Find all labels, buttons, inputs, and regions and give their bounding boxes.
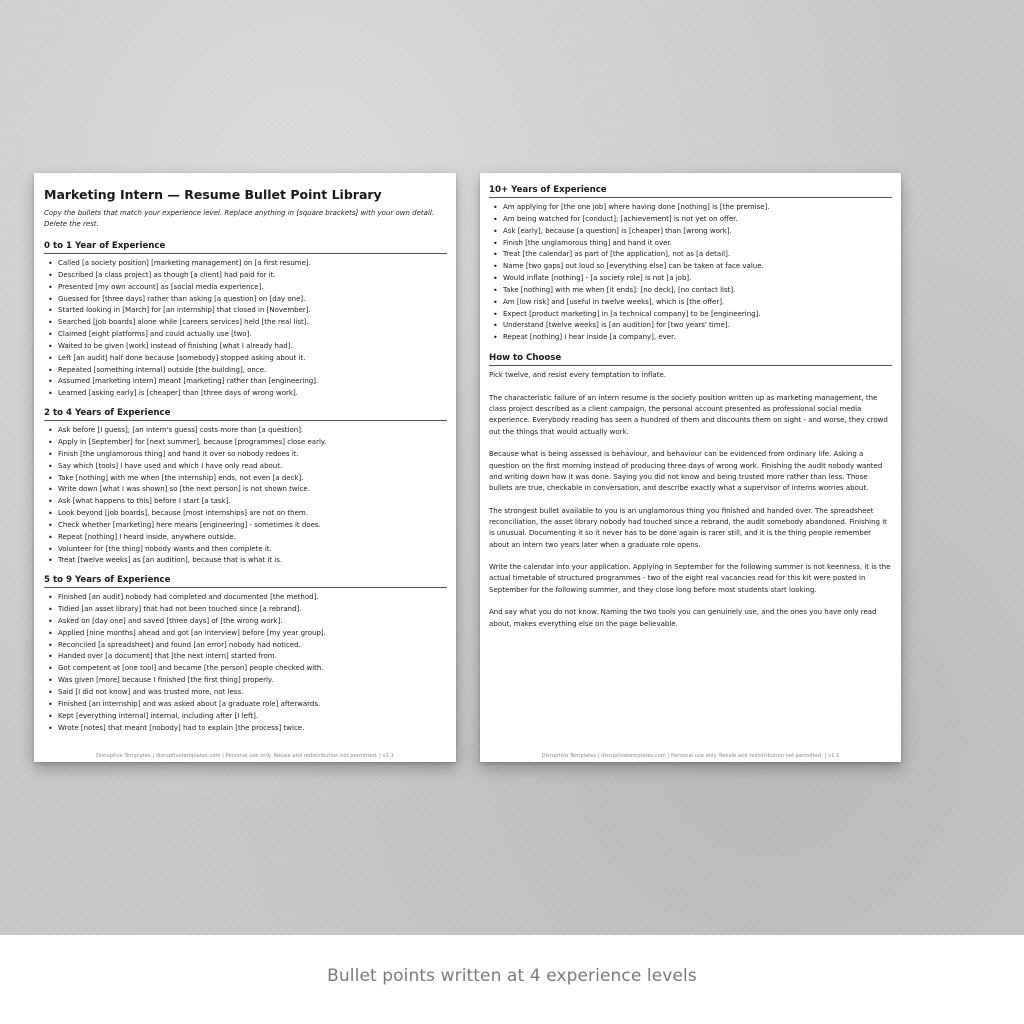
bullet-item: • Presented [my own account] as [social media experience]. [44,282,447,294]
bullet-item: • Ask [early], because [a question] is [cheaper] than [wrong work]. [489,226,892,238]
bullet-item: • Check whether [marketing] here means [engineering] - sometimes it does. [44,520,447,532]
bullet-item: • Assumed [marketing intern] meant [marketing] rather than [engineering]. [44,376,447,388]
bullet-item: • Write down [what I was shown] so [the next person] is not shown twice. [44,484,447,496]
bullet-item: • Am [low risk] and [useful in twelve weeks], which is [the offer]. [489,297,892,309]
bullet-item: • Treat [twelve weeks] as [an audition], because that is what it is. [44,555,447,567]
bullet-item: • Volunteer for [the thing] nobody wants and then complete it. [44,544,447,556]
right-page-footer: Disruptive Templates | disruptivetemplates.com | Personal use only. Resale and redistribution not permitted. | v1.1 [541,753,840,759]
how-to-choose-body [489,370,892,630]
section-heading: 5 to 9 Years of Experience [44,575,447,588]
paragraph: Because what is being assessed is behaviour, and behaviour can be evidenced from ordinary life. Asking a question on the first morning instead of producing three days of wrong work. Finishing the audit nobody wanted and writing down how it was done. Saying you did not know and being trusted more rather than less. Those bullets are true, checkable in conversation, and describe exactly what a supervisor of interns worries about. [489,450,883,493]
bullet-item: • Am being watched for [conduct]; [achievement] is not yet on offer. [489,214,892,226]
bullet-item: • Searched [job boards] alone while [careers services] held [the real list]. [44,317,447,329]
bullet-item: • Wrote [notes] that meant [nobody] had to explain [the process] twice. [44,723,447,735]
bullet-item: • Asked on [day one] and saved [three days] of [the wrong work]. [44,616,447,628]
how-to-choose-heading: How to Choose [489,353,892,366]
bullet-item: • Left [an audit] half done because [somebody] stopped asking about it. [44,353,447,365]
left-page-footer: Disruptive Templates | disruptivetemplates.com | Personal use only. Resale and redistribution not permitted. | v1.1 [96,753,394,759]
bullet-item: • Claimed [eight platforms] and could actually use [two]. [44,329,447,341]
bullet-item: • Treat [the calendar] as part of [the application], not as [a detail]. [489,249,892,261]
paragraph: Pick twelve, and resist every temptation to inflate. [489,371,666,380]
section-heading: 2 to 4 Years of Experience [44,408,447,421]
bullet-item: • Take [nothing] with me when [the internship] ends, not even [a deck]. [44,473,447,485]
document-title: Marketing Intern — Resume Bullet Point Library [44,187,382,202]
bullet-item: • Finished [an audit] nobody had completed and documented [the method]. [44,592,447,604]
bullet-item: • Got competent at [one tool] and became [the person] people checked with. [44,663,447,675]
bullet-item: • Name [two gaps] out loud so [everything else] can be taken at face value. [489,261,892,273]
bullet-item: • Understand [twelve weeks] is [an audition] for [two years' time]. [489,320,892,332]
bullet-list [44,425,447,567]
bullet-item: • Was given [more] because I finished [the first thing] properly. [44,675,447,687]
bullet-item: • Repeat [nothing] I heard inside, anywhere outside. [44,532,447,544]
bullet-item: • Kept [everything internal] internal, including after [I left]. [44,711,447,723]
paragraph: The characteristic failure of an intern resume is the society position written up as marketing management, the class project described as a client campaign, the personal account presented as professional social media experience. Everybody reading has seen a hundred of them and discounts them on sight - and worse, they crowd out the things that would actually work. [489,393,888,436]
left-sections [44,241,447,734]
right-page [480,173,901,762]
bullet-item: • Said [I did not know] and was trusted more, not less. [44,687,447,699]
left-page [34,173,456,762]
section-heading: 10+ Years of Experience [489,185,892,198]
paragraph: And say what you do not know. Naming the two tools you can genuinely use, and the ones you have only read about, makes everything else on the page believable. [489,608,877,628]
bullet-list [489,202,892,344]
paragraph: Write the calendar into your application. Applying in September for the following summer is not keenness, it is the actual timetable of structured programmes - two of the eight real vacancies read for this kit were posted in September for the following summer, and they close long before most students start looking. [489,563,891,594]
bullet-list [44,258,447,400]
bullet-item: • Handed over [a document] that [the next intern] started from. [44,651,447,663]
bullet-item: • Finished [an internship] and was asked about [a graduate role] afterwards. [44,699,447,711]
bullet-item: • Repeat [nothing] I hear inside [a company], ever. [489,332,892,344]
bullet-item: • Am applying for [the one job] where having done [nothing] is [the premise]. [489,202,892,214]
bullet-list [44,592,447,734]
bullet-item: • Called [a society position] [marketing management] on [a first resume]. [44,258,447,270]
bullet-item: • Apply in [September] for [next summer], because [programmes] close early. [44,437,447,449]
caption: Bullet points written at 4 experience levels [327,966,697,986]
bullet-item: • Reconciled [a spreadsheet] and found [an error] nobody had noticed. [44,640,447,652]
bullet-item: • Finish [the unglamorous thing] and hand it over so nobody redoes it. [44,449,447,461]
bullet-item: • Applied [nine months] ahead and got [an interview] before [my year group]. [44,628,447,640]
bullet-item: • Ask [what happens to this] before I start [a task]. [44,496,447,508]
bullet-item: • Say which [tools] I have used and which I have only read about. [44,461,447,473]
bullet-item: • Would inflate [nothing] - [a society role] is not [a job]. [489,273,892,285]
bullet-item: • Guessed for [three days] rather than asking [a question] on [day one]. [44,294,447,306]
bullet-item: • Started looking in [March] for [an internship] that closed in [November]. [44,305,447,317]
bullet-item: • Repeated [something internal] outside [the building], once. [44,365,447,377]
bullet-item: • Learned [asking early] is [cheaper] than [three days of wrong work]. [44,388,447,400]
bullet-item: • Ask before [I guess]; [an intern's guess] costs more than [a question]. [44,425,447,437]
bullet-item: • Look beyond [job boards], because [most internships] are not on them. [44,508,447,520]
bullet-item: • Expect [product marketing] in [a technical company] to be [engineering]. [489,309,892,321]
bullet-item: • Take [nothing] with me when [it ends]: [no deck], [no contact list]. [489,285,892,297]
bullet-item: • Finish [the unglamorous thing] and hand it over. [489,238,892,250]
bullet-item: • Waited to be given [work] instead of finishing [what I already had]. [44,341,447,353]
section-heading: 0 to 1 Year of Experience [44,241,447,254]
bullet-item: • Tidied [an asset library] that had not been touched since [a rebrand]. [44,604,447,616]
paragraph: The strongest bullet available to you is an unglamorous thing you finished and handed over. The spreadsheet reconciliation, the asset library nobody had touched since a rebrand, the audit somebody abandoned. Finishing it is unusual. Documenting it so it never has to be done again is rarer still, and it is the thing people remember about an intern two years later when a graduate role opens. [489,506,887,549]
document-subtitle: Copy the bullets that match your experience level. Replace anything in [square brackets] with your own detail. Delete the rest. [44,209,435,228]
bullet-item: • Described [a class project] as though [a client] had paid for it. [44,270,447,282]
